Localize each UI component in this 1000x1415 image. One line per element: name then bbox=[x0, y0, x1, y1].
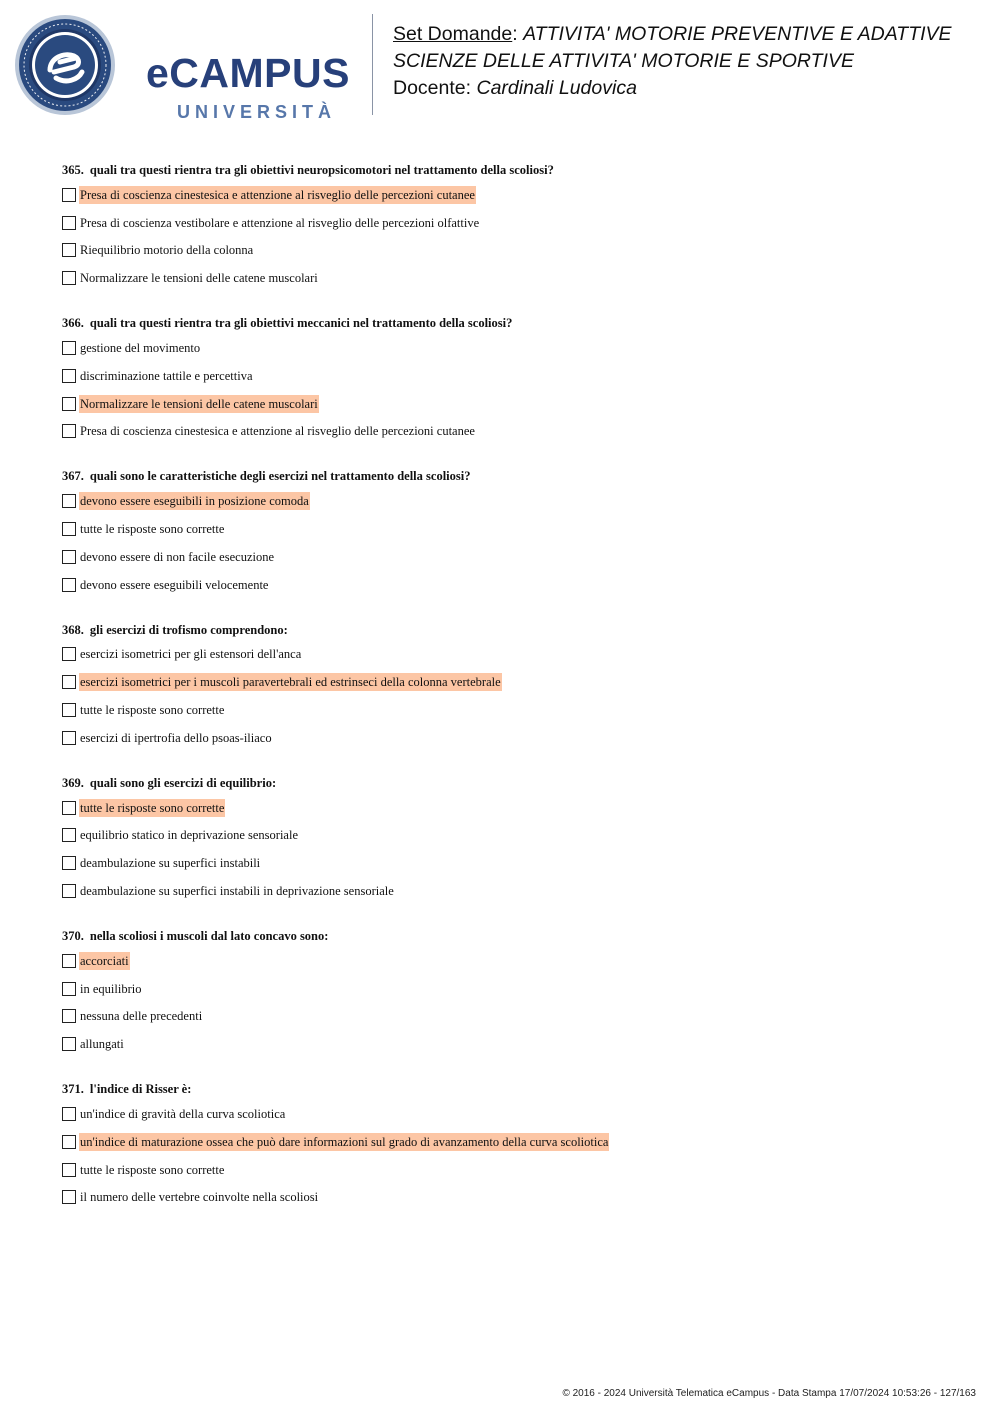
answer-option[interactable] bbox=[62, 418, 962, 446]
question-text: quali sono gli esercizi di equilibrio: bbox=[89, 775, 277, 790]
question-title bbox=[62, 620, 962, 641]
correct-answer-text: devono essere eseguibili in posizione comoda bbox=[80, 494, 309, 509]
answer-text: devono essere di non facile esecuzione bbox=[80, 549, 275, 564]
answer-checkbox[interactable] bbox=[62, 424, 76, 438]
answer-text: tutte le risposte sono corrette bbox=[80, 522, 225, 537]
question-number: 371. bbox=[62, 1082, 84, 1097]
answer-option[interactable] bbox=[62, 181, 962, 209]
answer-checkbox[interactable] bbox=[62, 1037, 76, 1051]
answer-checkbox[interactable] bbox=[62, 828, 76, 842]
answer-option[interactable] bbox=[62, 264, 962, 292]
answer-text: deambulazione su superfici instabili in deprivazione sensoriale bbox=[80, 884, 394, 899]
question-title bbox=[62, 160, 962, 181]
answer-checkbox[interactable] bbox=[62, 341, 76, 355]
question-text: quali sono le caratteristiche degli esercizi nel trattamento della scoliosi? bbox=[89, 469, 471, 484]
question-title bbox=[62, 926, 962, 947]
answer-text: Normalizzare le tensioni delle catene muscolari bbox=[80, 271, 318, 286]
answer-checkbox[interactable] bbox=[62, 578, 76, 592]
question-block bbox=[62, 160, 962, 292]
brand-name: eCAMPUS bbox=[146, 50, 350, 96]
question-number: 369. bbox=[62, 775, 84, 790]
answer-text: devono essere eseguibili velocemente bbox=[80, 577, 269, 592]
question-block bbox=[62, 773, 962, 905]
correct-answer-text: un'indice di maturazione ossea che può dare informazioni sul grado di avanzamento della curva scoliotica bbox=[80, 1134, 609, 1149]
answer-checkbox[interactable] bbox=[62, 856, 76, 870]
answer-option[interactable] bbox=[62, 849, 962, 877]
answer-checkbox[interactable] bbox=[62, 369, 76, 383]
answer-text: un'indice di gravità della curva scoliotica bbox=[80, 1107, 286, 1122]
answer-checkbox[interactable] bbox=[62, 982, 76, 996]
answer-option[interactable] bbox=[62, 362, 962, 390]
answer-text: deambulazione su superfici instabili bbox=[80, 856, 261, 871]
answer-text: tutte le risposte sono corrette bbox=[80, 1162, 225, 1177]
set-title-line bbox=[393, 21, 993, 48]
answer-text: esercizi isometrici per gli estensori dell'anca bbox=[80, 647, 302, 662]
set-label: Set Domande bbox=[393, 23, 513, 45]
answer-option[interactable] bbox=[62, 724, 962, 752]
course-title: ATTIVITA' MOTORIE PREVENTIVE E ADATTIVE bbox=[523, 23, 952, 45]
correct-answer-text: Normalizzare le tensioni delle catene muscolari bbox=[80, 396, 318, 411]
answer-checkbox[interactable] bbox=[62, 1163, 76, 1177]
answer-checkbox[interactable] bbox=[62, 954, 76, 968]
answer-option[interactable] bbox=[62, 543, 962, 571]
answer-option[interactable] bbox=[62, 947, 962, 975]
answer-text: equilibrio statico in deprivazione sensoriale bbox=[80, 828, 298, 843]
answer-checkbox[interactable] bbox=[62, 216, 76, 230]
answer-option[interactable] bbox=[62, 1100, 962, 1128]
answer-checkbox[interactable] bbox=[62, 550, 76, 564]
brand-subtitle: UNIVERSITÀ bbox=[177, 102, 337, 122]
answer-checkbox[interactable] bbox=[62, 1190, 76, 1204]
question-text: quali tra questi rientra tra gli obiettivi neuropsicomotori nel trattamento della scoliosi? bbox=[89, 163, 554, 177]
answer-text: il numero delle vertebre coinvolte nella scoliosi bbox=[80, 1190, 319, 1205]
correct-answer-text: esercizi isometrici per i muscoli paravertebrali ed estrinseci della colonna vertebrale bbox=[80, 675, 501, 690]
answer-option[interactable] bbox=[62, 1128, 962, 1156]
question-title bbox=[62, 313, 962, 334]
question-number: 367. bbox=[62, 469, 84, 484]
answer-option[interactable] bbox=[62, 1003, 962, 1031]
question-title bbox=[62, 466, 962, 487]
question-block bbox=[62, 1079, 962, 1211]
question-text: nella scoliosi i muscoli dal lato concavo sono: bbox=[89, 928, 329, 943]
answer-option[interactable] bbox=[62, 794, 962, 822]
answer-option[interactable] bbox=[62, 696, 962, 724]
teacher-name: Cardinali Ludovica bbox=[476, 77, 637, 99]
question-number: 365. bbox=[62, 163, 84, 177]
answer-option[interactable] bbox=[62, 1030, 962, 1058]
question-list bbox=[62, 160, 962, 1232]
answer-text: gestione del movimento bbox=[80, 341, 201, 356]
question-number: 368. bbox=[62, 622, 84, 637]
answer-checkbox[interactable] bbox=[62, 1009, 76, 1023]
answer-checkbox[interactable] bbox=[62, 188, 76, 202]
correct-answer-text: accorciati bbox=[80, 953, 129, 968]
question-number: 370. bbox=[62, 928, 84, 943]
question-block bbox=[62, 313, 962, 445]
degree-title: SCIENZE DELLE ATTIVITA' MOTORIE E SPORTIVE bbox=[393, 50, 854, 72]
answer-text: Riequilibrio motorio della colonna bbox=[80, 243, 254, 258]
answer-text: discriminazione tattile e percettiva bbox=[80, 368, 253, 383]
answer-option[interactable] bbox=[62, 334, 962, 362]
answer-checkbox[interactable] bbox=[62, 675, 76, 689]
question-text: l'indice di Risser è: bbox=[89, 1082, 192, 1097]
correct-answer-text: Presa di coscienza cinestesica e attenzione al risveglio delle percezioni cutanee bbox=[80, 187, 475, 202]
answer-option[interactable] bbox=[62, 237, 962, 265]
question-block bbox=[62, 466, 962, 598]
answer-text: Presa di coscienza vestibolare e attenzione al risveglio delle percezioni olfattive bbox=[80, 215, 480, 230]
answer-checkbox[interactable] bbox=[62, 1107, 76, 1121]
page-footer: © 2016 - 2024 Università Telematica eCampus - Data Stampa 17/07/2024 10:53:26 - 127/163 bbox=[562, 1388, 976, 1399]
question-text: quali tra questi rientra tra gli obiettivi meccanici nel trattamento della scoliosi? bbox=[89, 316, 513, 331]
question-block bbox=[62, 926, 962, 1058]
answer-option[interactable] bbox=[62, 1184, 962, 1212]
answer-option[interactable] bbox=[62, 515, 962, 543]
answer-checkbox[interactable] bbox=[62, 801, 76, 815]
question-text: gli esercizi di trofismo comprendono: bbox=[89, 622, 288, 637]
question-block bbox=[62, 620, 962, 752]
answer-option[interactable] bbox=[62, 390, 962, 418]
answer-option[interactable] bbox=[62, 571, 962, 599]
answer-option[interactable] bbox=[62, 822, 962, 850]
answer-option[interactable] bbox=[62, 487, 962, 515]
answer-checkbox[interactable] bbox=[62, 731, 76, 745]
header-divider bbox=[372, 14, 373, 115]
answer-option[interactable] bbox=[62, 668, 962, 696]
answer-checkbox[interactable] bbox=[62, 884, 76, 898]
answer-option[interactable] bbox=[62, 1156, 962, 1184]
correct-answer-text: tutte le risposte sono corrette bbox=[80, 800, 225, 815]
question-number: 366. bbox=[62, 316, 84, 331]
ecampus-seal-icon bbox=[14, 14, 116, 116]
answer-checkbox[interactable] bbox=[62, 1135, 76, 1149]
answer-option[interactable] bbox=[62, 641, 962, 669]
answer-text: nessuna delle precedenti bbox=[80, 1009, 203, 1024]
answer-checkbox[interactable] bbox=[62, 271, 76, 285]
answer-text: esercizi di ipertrofia dello psoas-iliaco bbox=[80, 730, 272, 745]
answer-text: allungati bbox=[80, 1037, 124, 1052]
answer-checkbox[interactable] bbox=[62, 494, 76, 508]
answer-checkbox[interactable] bbox=[62, 243, 76, 257]
set-label-colon: : bbox=[512, 23, 518, 45]
answer-option[interactable] bbox=[62, 209, 962, 237]
answer-checkbox[interactable] bbox=[62, 397, 76, 411]
answer-text: Presa di coscienza cinestesica e attenzione al risveglio delle percezioni cutanee bbox=[80, 424, 475, 439]
teacher-label: Docente: bbox=[393, 77, 472, 99]
question-title bbox=[62, 773, 962, 794]
teacher-line bbox=[393, 75, 993, 102]
answer-option[interactable] bbox=[62, 975, 962, 1003]
answer-text: tutte le risposte sono corrette bbox=[80, 703, 225, 718]
answer-checkbox[interactable] bbox=[62, 522, 76, 536]
question-title bbox=[62, 1079, 962, 1100]
university-logo bbox=[14, 14, 359, 122]
answer-checkbox[interactable] bbox=[62, 703, 76, 717]
answer-checkbox[interactable] bbox=[62, 647, 76, 661]
answer-option[interactable] bbox=[62, 877, 962, 905]
answer-text: in equilibrio bbox=[80, 981, 142, 996]
document-header bbox=[393, 21, 993, 102]
